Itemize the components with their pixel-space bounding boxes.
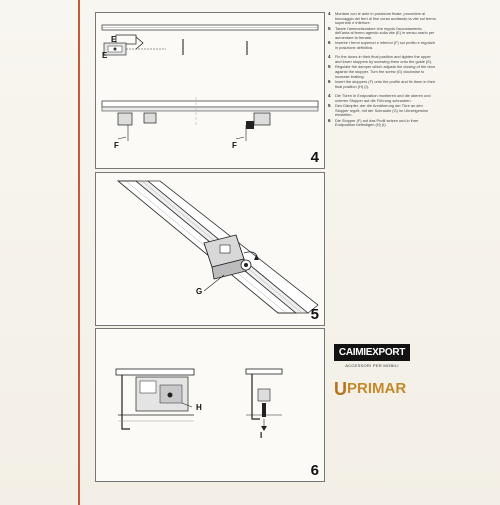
- step-text: Regulate the damper which adjusts the closing of the door against the stopper. Turn the screw (G) clockwise to increase braking.: [335, 64, 436, 79]
- figure-number: 6: [310, 462, 319, 479]
- instruction-paragraph: [328, 104, 436, 118]
- instruction-paragraph: [328, 41, 436, 50]
- caimi-tagline: ACCESSORI PER MOBILI: [345, 363, 399, 368]
- step-text: Tarare l'ammortizzatore che regola l'accostamento dell'anta al fermo agendo sulla vite (E) in senso orario per aumentare la frenata.: [335, 25, 435, 40]
- step-text: Montare con le ante in posizione finale, procedere al bloccaggio dei ferri di fine corsa avvitando la vite sul fermo superiore e inferiore.: [335, 11, 436, 26]
- label-e-mid: E: [102, 51, 108, 60]
- instruction-paragraph: [328, 94, 436, 103]
- caimi-export-logo: [334, 344, 410, 361]
- step-number: 6: [328, 79, 331, 85]
- step-text: Die Türen in Endposition montieren und die oberen und unteren Stopper auf die Führung schrauben.: [335, 93, 431, 103]
- export-logo-text: EXPORT: [365, 347, 406, 358]
- primar-logo-initial: U: [334, 379, 347, 399]
- step-number: 6: [328, 117, 331, 123]
- label-h: H: [196, 403, 202, 412]
- instruction-paragraph: [328, 55, 436, 64]
- instruction-paragraph: [328, 65, 436, 79]
- step-number: 4: [328, 11, 331, 16]
- margin-rule: [78, 0, 80, 505]
- step-text: Insert the stoppers (F) onto the profile and fix them in their final position (H) (I).: [335, 79, 436, 89]
- figure-number: 5: [310, 306, 319, 323]
- instruction-paragraph: [328, 27, 436, 41]
- label-g: G: [196, 287, 203, 296]
- step-text: Fix the doors in their final position and tighten the upper and lower stoppers by screwing them onto the guide (E).: [335, 54, 433, 64]
- caimi-logo-text: CAIMI: [338, 347, 366, 358]
- drawing-stopper-detail: [96, 329, 324, 481]
- label-f-right: F: [232, 141, 237, 150]
- label-e-top: E: [111, 35, 117, 44]
- step-text: Inserire i fermi superiori e inferiori (F) sul profilo e regolarli in posizione definitiva.: [335, 40, 435, 50]
- multilingual-instructions: [328, 12, 436, 129]
- instruction-paragraph: [328, 119, 436, 128]
- step-number: 4: [328, 93, 331, 99]
- label-f-left: F: [114, 141, 119, 150]
- figure-panel-5: [95, 172, 325, 326]
- step-number: 5: [328, 25, 331, 31]
- step-text: Den Dämpfer, der die Annäherung der Türe an den Stopper regelt, mit der Schraube (G) im Uhrzeigersinn einstellen.: [335, 103, 429, 118]
- figure-number: 4: [310, 149, 319, 166]
- drawing-rail-assembly: [96, 13, 324, 168]
- step-text: Die Stopper (F) auf das Profil setzen und in ihrer Endposition befestigen (H) (I).: [335, 117, 419, 128]
- step-number: 6: [328, 40, 331, 46]
- step-number: 4: [328, 54, 331, 60]
- drawing-damper-rail: [96, 173, 324, 325]
- figure-panel-6: [95, 328, 325, 482]
- primar-logo-text: PRIMAR: [347, 380, 407, 397]
- label-i: I: [260, 431, 263, 440]
- step-number: 5: [328, 103, 331, 109]
- step-number: 5: [328, 64, 331, 70]
- instruction-paragraph: [328, 12, 436, 26]
- primar-logo: [334, 378, 424, 400]
- instruction-paragraph: [328, 80, 436, 89]
- figure-panel-4: [95, 12, 325, 169]
